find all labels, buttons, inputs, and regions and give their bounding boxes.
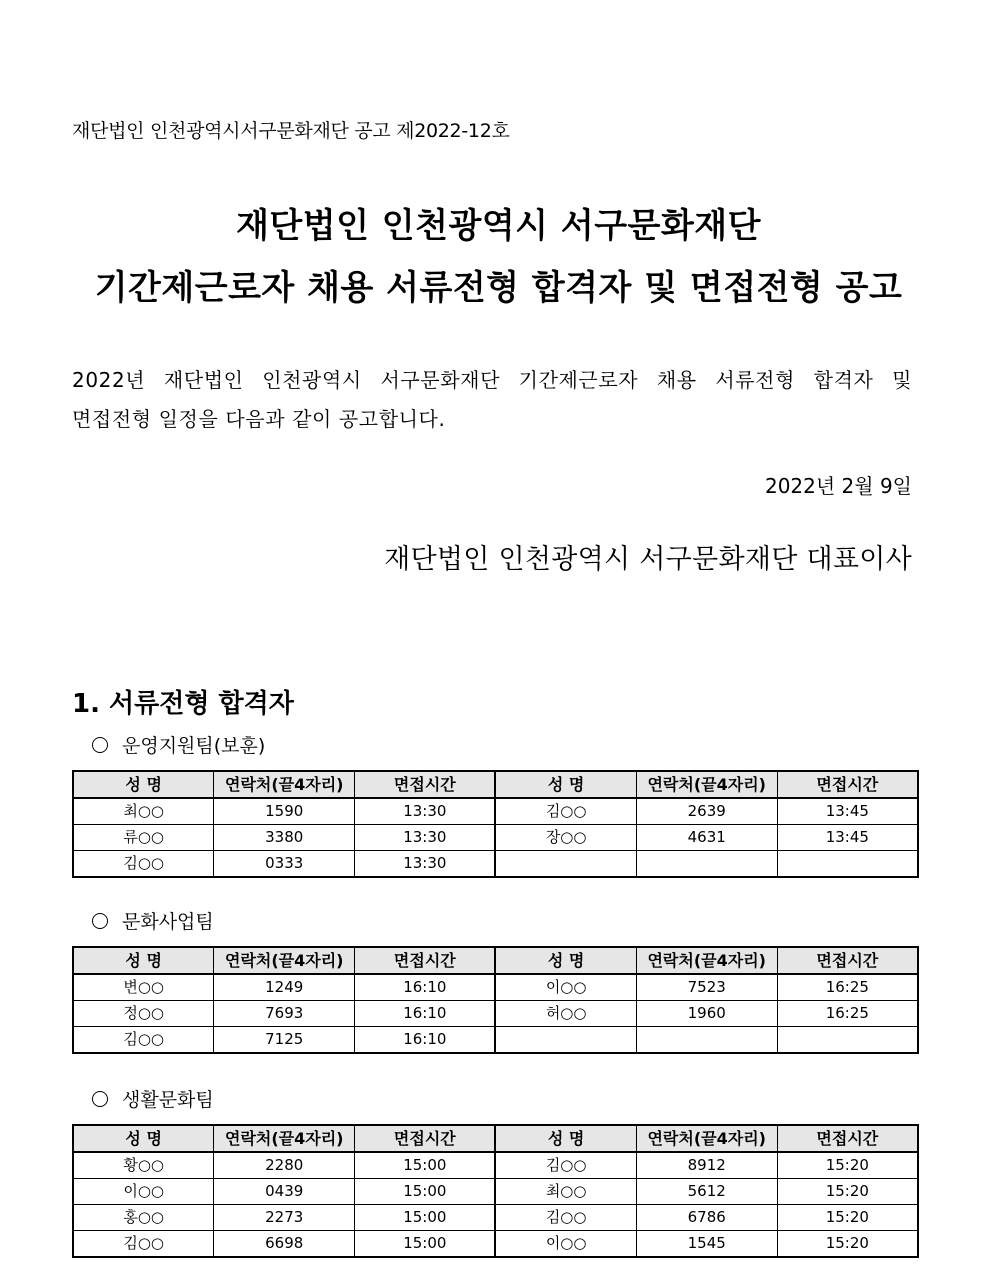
- column-header: 연락처(끝4자리): [214, 947, 355, 974]
- table-cell: 김○○: [495, 1152, 636, 1179]
- table-cell: [495, 1027, 636, 1054]
- table-cell: 김○○: [73, 1027, 214, 1054]
- table-cell: 15:20: [777, 1152, 918, 1179]
- organization-signature: 재단법인 인천광역시 서구문화재단 대표이사: [384, 544, 912, 575]
- column-header: 성 명: [73, 947, 214, 974]
- table-cell: 홍○○: [73, 1205, 214, 1231]
- table-row: [73, 1027, 918, 1054]
- table-cell: 16:25: [777, 1001, 918, 1027]
- table-row: [73, 1205, 918, 1231]
- table-cell: 최○○: [495, 1179, 636, 1205]
- table-cell: 16:10: [355, 1001, 496, 1027]
- team-name: 생활문화팀: [122, 1089, 214, 1111]
- column-header: 성 명: [73, 771, 214, 798]
- team-heading: [92, 1085, 214, 1112]
- table-cell: 7693: [214, 1001, 355, 1027]
- team-name: 문화사업팀: [122, 911, 214, 933]
- table-cell: 4631: [636, 825, 777, 851]
- circle-bullet-icon: [92, 1091, 108, 1107]
- table-cell: 변○○: [73, 974, 214, 1001]
- column-header: 연락처(끝4자리): [636, 947, 777, 974]
- table-cell: [777, 851, 918, 878]
- table-cell: 1249: [214, 974, 355, 1001]
- table-cell: 15:20: [777, 1179, 918, 1205]
- table-header-row: [73, 771, 918, 798]
- column-header: 성 명: [495, 1125, 636, 1152]
- column-header: 연락처(끝4자리): [214, 771, 355, 798]
- team-heading: [92, 907, 214, 934]
- table-row: [73, 798, 918, 825]
- table-cell: 15:20: [777, 1231, 918, 1258]
- table-row: [73, 825, 918, 851]
- team-name: 운영지원팀(보훈): [122, 735, 266, 757]
- table-cell: 이○○: [73, 1179, 214, 1205]
- table-row: [73, 1152, 918, 1179]
- title-line-1: 재단법인 인천광역시 서구문화재단: [236, 206, 761, 246]
- table-cell: 2280: [214, 1152, 355, 1179]
- table-cell: 2639: [636, 798, 777, 825]
- notice-date: 2022년 2월 9일: [764, 474, 912, 498]
- table-cell: 김○○: [495, 1205, 636, 1231]
- table-cell: 황○○: [73, 1152, 214, 1179]
- table-cell: 13:45: [777, 825, 918, 851]
- notice-number: 재단법인 인천광역시서구문화재단 공고 제2022-12호: [72, 120, 510, 142]
- table-row: [73, 974, 918, 1001]
- table-cell: 6698: [214, 1231, 355, 1258]
- column-header: 성 명: [495, 947, 636, 974]
- table-cell: [495, 851, 636, 878]
- table-cell: 1545: [636, 1231, 777, 1258]
- table-row: [73, 1001, 918, 1027]
- column-header: 면접시간: [355, 1125, 496, 1152]
- circle-bullet-icon: [92, 737, 108, 753]
- table-cell: 허○○: [495, 1001, 636, 1027]
- table-cell: 6786: [636, 1205, 777, 1231]
- table-cell: 5612: [636, 1179, 777, 1205]
- table-row: [73, 851, 918, 878]
- table-cell: 15:20: [777, 1205, 918, 1231]
- table-cell: 13:30: [355, 851, 496, 878]
- table-cell: 김○○: [73, 1231, 214, 1258]
- table-cell: 0333: [214, 851, 355, 878]
- table-header-row: [73, 1125, 918, 1152]
- table-row: [73, 1179, 918, 1205]
- table-cell: 김○○: [73, 851, 214, 878]
- table-cell: 이○○: [495, 974, 636, 1001]
- table-cell: 13:30: [355, 825, 496, 851]
- table-header-row: [73, 947, 918, 974]
- table-cell: 3380: [214, 825, 355, 851]
- table-cell: 2273: [214, 1205, 355, 1231]
- table-cell: 김○○: [495, 798, 636, 825]
- table-cell: 정○○: [73, 1001, 214, 1027]
- table-cell: 15:00: [355, 1152, 496, 1179]
- table-cell: 8912: [636, 1152, 777, 1179]
- column-header: 면접시간: [355, 947, 496, 974]
- table-cell: 15:00: [355, 1205, 496, 1231]
- title-line-2: 기간제근로자 채용 서류전형 합격자 및 면접전형 공고: [94, 268, 903, 308]
- column-header: 성 명: [73, 1125, 214, 1152]
- column-header: 면접시간: [777, 947, 918, 974]
- table-cell: 장○○: [495, 825, 636, 851]
- roster-table: [72, 770, 919, 878]
- table-cell: 16:10: [355, 1027, 496, 1054]
- table-cell: 13:45: [777, 798, 918, 825]
- table-cell: 0439: [214, 1179, 355, 1205]
- table-cell: 7523: [636, 974, 777, 1001]
- intro-line-2: 면접전형 일정을 다음과 같이 공고합니다.: [72, 407, 446, 431]
- column-header: 면접시간: [777, 1125, 918, 1152]
- team-heading: [92, 731, 265, 758]
- table-cell: 이○○: [495, 1231, 636, 1258]
- circle-bullet-icon: [92, 913, 108, 929]
- roster-table: [72, 946, 919, 1054]
- column-header: 연락처(끝4자리): [214, 1125, 355, 1152]
- section-heading: 1. 서류전형 합격자: [72, 689, 294, 719]
- table-row: [73, 1231, 918, 1258]
- table-cell: 7125: [214, 1027, 355, 1054]
- intro-line-1: 2022년 재단법인 인천광역시 서구문화재단 기간제근로자 채용 서류전형 합격자 및: [72, 368, 912, 392]
- column-header: 연락처(끝4자리): [636, 1125, 777, 1152]
- table-cell: [636, 851, 777, 878]
- column-header: 성 명: [495, 771, 636, 798]
- table-cell: 1590: [214, 798, 355, 825]
- table-cell: 15:00: [355, 1231, 496, 1258]
- column-header: 연락처(끝4자리): [636, 771, 777, 798]
- table-cell: 1960: [636, 1001, 777, 1027]
- table-cell: 최○○: [73, 798, 214, 825]
- table-cell: 13:30: [355, 798, 496, 825]
- table-cell: 16:25: [777, 974, 918, 1001]
- table-cell: [777, 1027, 918, 1054]
- table-cell: 15:00: [355, 1179, 496, 1205]
- table-cell: 16:10: [355, 974, 496, 1001]
- column-header: 면접시간: [355, 771, 496, 798]
- column-header: 면접시간: [777, 771, 918, 798]
- table-cell: 류○○: [73, 825, 214, 851]
- table-cell: [636, 1027, 777, 1054]
- roster-table: [72, 1124, 919, 1258]
